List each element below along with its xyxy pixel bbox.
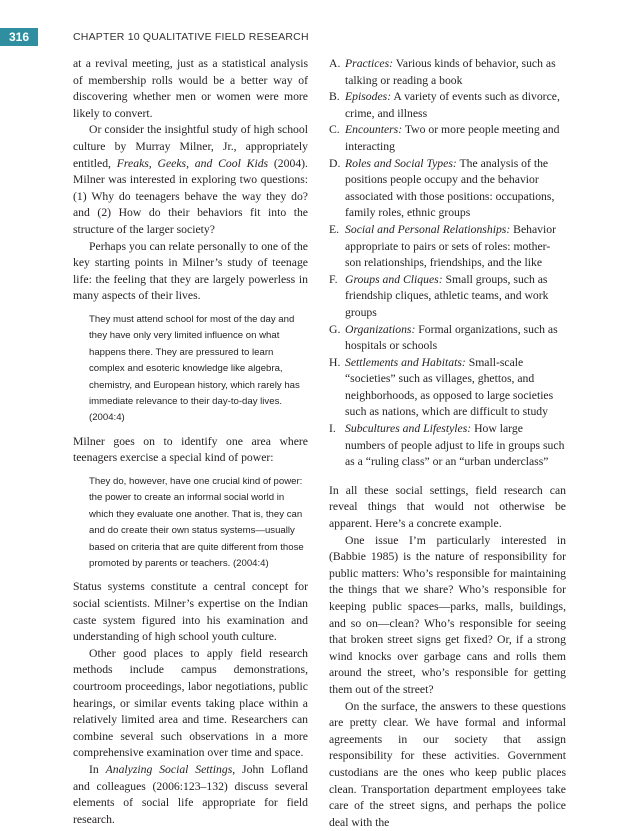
paragraph: at a revival meeting, just as a statistical analysis of membership rolls would be a better way of discovering whether men or women were more likely to convert. bbox=[73, 57, 308, 120]
right-column bbox=[329, 56, 566, 831]
list-item: G. Organizations: Formal organizations, such as hospitals or schools bbox=[329, 322, 558, 353]
paragraph: In all these social settings, field research can reveal things that would not otherwise be apparent. Here’s a concrete example. bbox=[329, 483, 566, 531]
list-item: C. Encounters: Two or more people meeting and interacting bbox=[329, 123, 560, 153]
list-item: D. Roles and Social Types: The analysis of the positions people occupy and the behavior associated with those positions: occupations, family roles, ethnic groups bbox=[329, 156, 555, 220]
list-item: F. Groups and Cliques: Small groups, such as friendship cliques, athletic teams, and work groups bbox=[329, 272, 549, 319]
paragraph: Other good places to apply field research methods include campus demonstrations, courtroom proceedings, labor negotiations, public hearings, or similar events taking place within a relatively limited area and time. Researchers can combine several such observations in a more comprehensive examination over time and space. bbox=[73, 646, 308, 760]
running-header bbox=[0, 28, 636, 46]
chapter-title: CHAPTER 10 QUALITATIVE FIELD RESEARCH bbox=[73, 31, 309, 43]
paragraph: One issue I’m particularly interested in (Babbie 1985) is the nature of responsibility for public matters: Who’s responsible for maintaining the things that we share? Who’s responsible for keeping public spaces—parks, malls, buildings, and so on—clean? Who’s responsible for seeing that broken street signs get fixed? Or, if a strong wind knocks over garbage cans and rolls them around the street, who’s responsible for getting them out of the street? bbox=[329, 533, 566, 696]
list-item: B. Episodes: A variety of events such as divorce, crime, and illness bbox=[329, 90, 560, 120]
left-column bbox=[73, 56, 308, 828]
paragraph: Or consider the insightful study of high school culture by Murray Milner, Jr., appropriately entitled, Freaks, Geeks, and Cool Kids (2004). Milner was interested in exploring two questions: (1) Why do teenagers behave the way they do? and (2) How do their behaviors fit into the structure of the larger society? bbox=[73, 123, 308, 236]
block-quote: They do, however, have one crucial kind of power: the power to create an informal social world in which they evaluate one another. That is, they can and do create their own status systems—usually based on criteria that are quite different from those promoted by parents or teachers. (2004:4) bbox=[89, 475, 304, 569]
paragraph: Perhaps you can relate personally to one of the key starting points in Milner’s study of teenage life: the feeling that they are largely powerless in many aspects of their lives. bbox=[73, 239, 308, 303]
page-number: 316 bbox=[0, 28, 38, 46]
book-title: Analyzing Social Settings bbox=[105, 762, 233, 776]
list-item: A. Practices: Various kinds of behavior, such as talking or reading a book bbox=[329, 57, 556, 87]
list-item: I. Subcultures and Lifestyles: How large numbers of people adjust to life in groups such as a “ruling class” or an “urban underclass” bbox=[329, 422, 565, 469]
paragraph: Milner goes on to identify one area where teenagers exercise a special kind of power: bbox=[73, 434, 308, 465]
book-title: Freaks, Geeks, and Cool Kids bbox=[116, 156, 269, 170]
block-quote: They must attend school for most of the day and they have only very limited influence on what happens there. They are pressured to learn complex and esoteric knowledge like algebra, chemistry, and European history, which rarely has immediate relevance to their day-to-day lives. (2004:4) bbox=[89, 313, 300, 424]
list-item: E. Social and Personal Relationships: Behavior appropriate to pairs or sets of roles: mother-son relationships, friendships, and the like bbox=[329, 222, 556, 270]
paragraph: In Analyzing Social Settings, John Lofland and colleagues (2006:123–132) discuss several elements of social life appropriate for field research. bbox=[73, 762, 308, 826]
list-item: H. Settlements and Habitats: Small-scale “societies” such as villages, ghettos, and neighborhoods, as opposed to large societies such as nations, which are difficult to study bbox=[329, 355, 554, 419]
paragraph: On the surface, the answers to these questions are pretty clear. We have formal and informal agreements in our society that assign responsibility for these activities. Government custodians are the ones who keep public places clean. Transportation department employees take care of the street signs, and perhaps the police deal with the bbox=[329, 699, 566, 829]
paragraph: Status systems constitute a central concept for social scientists. Milner’s expertise on the Indian caste system figured into his examination and understanding of high school youth culture. bbox=[73, 580, 308, 644]
settings-list bbox=[329, 56, 566, 471]
